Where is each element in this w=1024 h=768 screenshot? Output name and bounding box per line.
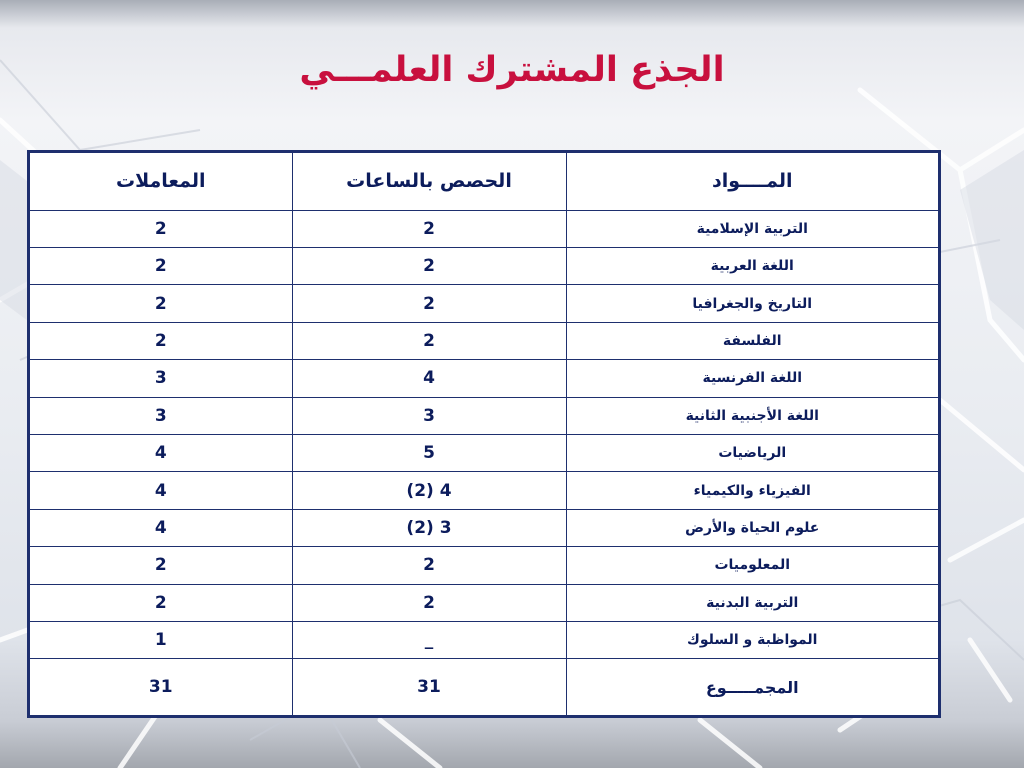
- cell-coefficient: 4: [30, 509, 292, 546]
- cell-subject: التربية البدنية: [566, 584, 938, 621]
- table-row: [30, 248, 938, 285]
- cell-coefficient: 4: [30, 472, 292, 509]
- cell-hours: 2: [292, 248, 566, 285]
- total-coefficient: 31: [30, 659, 292, 715]
- cell-hours: 2: [292, 322, 566, 359]
- cell-hours: _: [292, 621, 566, 658]
- table-row: [30, 360, 938, 397]
- cell-hours: 2: [292, 584, 566, 621]
- table-row: [30, 397, 938, 434]
- cell-hours: 2: [292, 210, 566, 247]
- total-label: المجمـــــوع: [566, 659, 938, 715]
- cell-coefficient: 2: [30, 248, 292, 285]
- cell-coefficient: 3: [30, 360, 292, 397]
- cell-hours: 2: [292, 547, 566, 584]
- cell-subject: المعلوميات: [566, 547, 938, 584]
- table-total-row: [30, 659, 938, 715]
- cell-coefficient: 3: [30, 397, 292, 434]
- cell-subject: التاريخ والجغرافيا: [566, 285, 938, 322]
- table-row: [30, 434, 938, 471]
- header-hours: الحصص بالساعات: [292, 153, 566, 210]
- cell-coefficient: 2: [30, 285, 292, 322]
- cell-coefficient: 1: [30, 621, 292, 658]
- cell-hours: 2: [292, 285, 566, 322]
- header-coefficient: المعاملات: [30, 153, 292, 210]
- table-row: [30, 210, 938, 247]
- cell-subject: اللغة الفرنسية: [566, 360, 938, 397]
- cell-subject: الفيزياء والكيمياء: [566, 472, 938, 509]
- table-row: [30, 285, 938, 322]
- curriculum-table: [30, 153, 938, 715]
- table-row: [30, 472, 938, 509]
- table-row: [30, 322, 938, 359]
- cell-subject: التربية الإسلامية: [566, 210, 938, 247]
- cell-subject: الرياضيات: [566, 434, 938, 471]
- cell-hours: 3 (2): [292, 509, 566, 546]
- table-header-row: [30, 153, 938, 210]
- curriculum-table-container: [27, 150, 941, 718]
- cell-hours: 3: [292, 397, 566, 434]
- cell-coefficient: 2: [30, 322, 292, 359]
- cell-coefficient: 4: [30, 434, 292, 471]
- cell-subject: المواظبة و السلوك: [566, 621, 938, 658]
- cell-subject: علوم الحياة والأرض: [566, 509, 938, 546]
- cell-subject: اللغة الأجنبية الثانية: [566, 397, 938, 434]
- table-row: [30, 547, 938, 584]
- cell-hours: 4: [292, 360, 566, 397]
- cell-coefficient: 2: [30, 547, 292, 584]
- cell-subject: الفلسفة: [566, 322, 938, 359]
- cell-coefficient: 2: [30, 210, 292, 247]
- table-row: [30, 621, 938, 658]
- total-hours: 31: [292, 659, 566, 715]
- cell-hours: 5: [292, 434, 566, 471]
- cell-coefficient: 2: [30, 584, 292, 621]
- header-subject: المــــواد: [566, 153, 938, 210]
- table-row: [30, 584, 938, 621]
- slide-title: الجذع المشترك العلمـــي: [299, 50, 725, 90]
- cell-hours: 4 (2): [292, 472, 566, 509]
- table-row: [30, 509, 938, 546]
- cell-subject: اللغة العربية: [566, 248, 938, 285]
